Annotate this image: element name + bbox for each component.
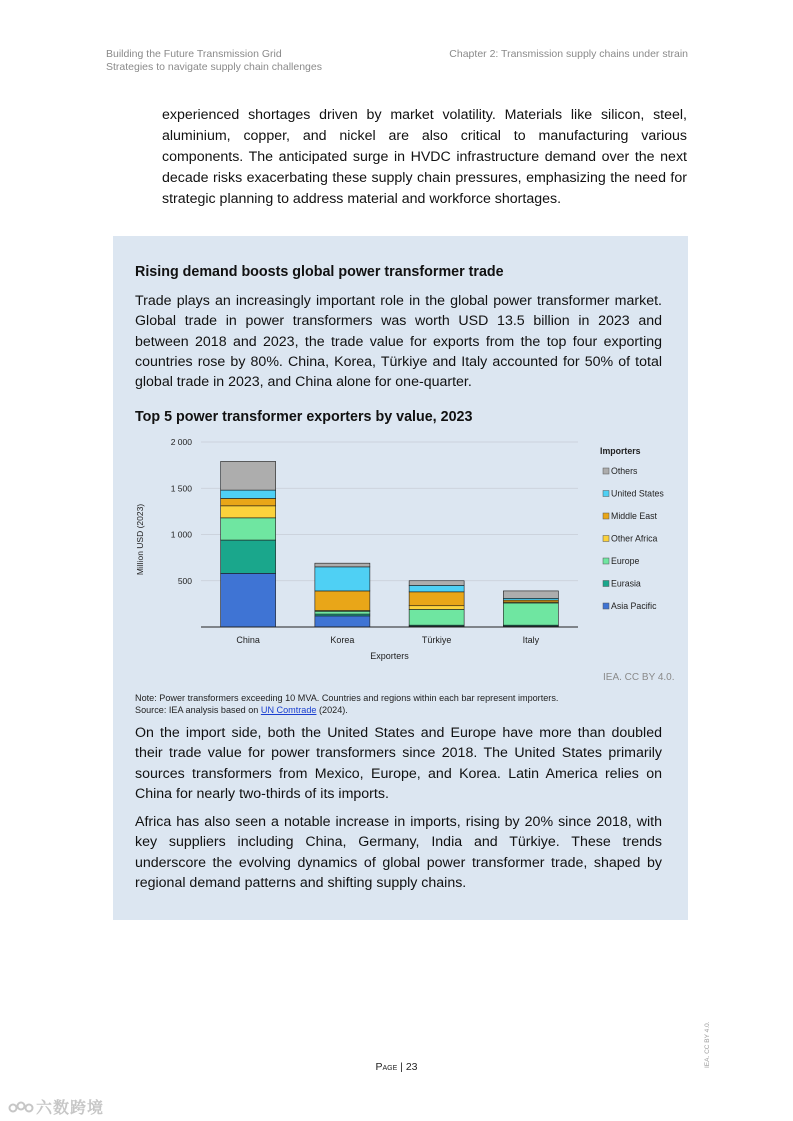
chart-credit: IEA. CC BY 4.0. (603, 672, 675, 683)
bar-segment-korea-others (315, 563, 370, 567)
legend-title: Importers (600, 446, 641, 456)
x-tick-label: China (236, 635, 260, 645)
y-axis-title: Million USD (2023) (135, 503, 145, 576)
watermark-logo-icon (8, 1099, 36, 1115)
chapter-title: Chapter 2: Transmission supply chains under strain (449, 48, 688, 60)
x-tick-label: Korea (330, 635, 355, 645)
legend-swatch (603, 558, 609, 564)
bar-segment-korea-europe (315, 611, 370, 614)
legend-label: United States (611, 488, 664, 499)
legend-label: Other Africa (611, 533, 658, 544)
legend-label: Middle East (611, 511, 657, 521)
box-paragraph-1: Trade plays an increasingly important role in the global power transformer market. Global trade in power transformers was worth USD 13.5 billion in 2023 and between 2018 and 2023, the trade value for exports from the top four exporting countries rose by 80%. China, Korea, Türkiye and Italy accounted for 50% of total global trade in 2023, and China alone for one-quarter. (135, 293, 662, 391)
side-license: IEA. CC BY 4.0. (704, 1021, 711, 1068)
intro-paragraph: experienced shortages driven by market volatility. Materials like silicon, steel, aluminium, copper, and nickel are also critical to manufacturing various components. The anticipated surge in HVDC infrastructure demand over the next decade risks exacerbating these supply chain pressures, emphasizing the need for strategic planning to address material and workforce shortages. (162, 107, 687, 207)
legend-swatch (603, 603, 609, 609)
bar-segment-china-europe (221, 518, 276, 540)
x-tick-label: Türkiye (421, 635, 452, 645)
y-tick-label: 1 000 (170, 529, 192, 540)
legend-label: Others (611, 466, 638, 476)
source-prefix: Source: IEA analysis based on (135, 704, 261, 715)
page-word: Page (375, 1061, 398, 1073)
bar-segment-china-others (221, 461, 276, 490)
box-paragraph-2: On the import side, both the United States and Europe have more than doubled their trade value for power transformers since 2018. The United States primarily sources transformers from Mexico, Europe, and Korea. Latin America relies on China for nearly two-thirds of its imports. (135, 725, 662, 802)
watermark (8, 1095, 104, 1118)
bar-segment-china-eurasia (221, 540, 276, 573)
bar-segment-china-middle-east (221, 498, 276, 505)
bar-segment-korea-middle-east (315, 591, 370, 610)
bar-segment-trkiye-other-africa (409, 606, 464, 610)
page-separator: | (397, 1061, 406, 1073)
chart-note (135, 693, 558, 716)
legend-swatch (603, 581, 609, 587)
un-comtrade-link[interactable]: UN Comtrade (260, 704, 317, 715)
bar-segment-trkiye-others (409, 581, 464, 586)
chart-title: Top 5 power transformer exporters by value, 2023 (135, 409, 473, 425)
y-tick-label: 2 000 (170, 437, 192, 447)
header-left (106, 48, 322, 74)
x-axis-title: Exporters (370, 651, 409, 661)
y-tick-label: 1 500 (170, 483, 192, 494)
bar-segment-italy-europe (503, 603, 558, 625)
report-title: Building the Future Transmission Grid (106, 48, 282, 60)
y-tick-label: 500 (177, 575, 192, 586)
source-line (135, 705, 558, 717)
bar-segment-china-other-africa (221, 506, 276, 518)
bar-segment-trkiye-middle-east (409, 592, 464, 606)
legend-swatch (603, 468, 609, 474)
box-title: Rising demand boosts global power transformer trade (135, 264, 504, 280)
bar-segment-korea-asia-pacific (315, 616, 370, 627)
bar-segment-trkiye-united-states (409, 585, 464, 591)
info-box (113, 236, 688, 920)
x-tick-label: Italy (522, 635, 540, 645)
note-text: Note: Power transformers exceeding 10 MVA. Countries and regions within each bar represent importers. (135, 693, 559, 703)
bar-segment-china-united-states (221, 490, 276, 498)
bar-segment-italy-others (503, 591, 558, 598)
legend-swatch (603, 491, 609, 497)
report-subtitle: Strategies to navigate supply chain challenges (106, 61, 322, 73)
page-number-value: 23 (405, 1061, 418, 1073)
source-suffix: (2024). (316, 704, 348, 715)
legend-label: Europe (611, 556, 640, 566)
bar-segment-china-asia-pacific (221, 573, 276, 627)
bar-segment-korea-united-states (315, 567, 370, 591)
legend-label: Eurasia (611, 578, 641, 589)
watermark-text: 六数跨境 (36, 1100, 105, 1117)
box-paragraph-3: Africa has also seen a notable increase in imports, rising by 20% since 2018, with key suppliers including China, Germany, India and Türkiye. These trends underscore the evolving dynamics of global power transformer trade, shaped by regional demand patterns and shifting supply chains. (135, 814, 662, 891)
legend-swatch (603, 513, 609, 519)
bar-segment-trkiye-europe (409, 609, 464, 625)
legend-swatch (603, 536, 609, 542)
exporters-chart (113, 434, 688, 664)
page-number (0, 1061, 793, 1073)
legend-label: Asia Pacific (611, 601, 657, 611)
